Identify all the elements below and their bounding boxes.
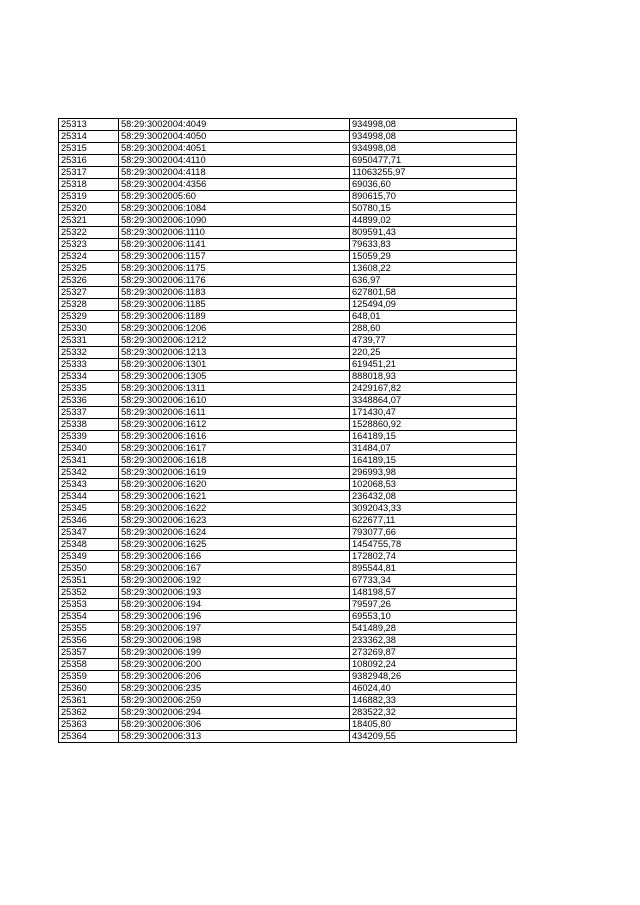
cadastral-number-cell: 58:29:3002006:1183 [119, 287, 350, 299]
row-number-cell: 25324 [59, 251, 119, 263]
row-number-cell: 25331 [59, 335, 119, 347]
value-cell: 171430,47 [350, 407, 517, 419]
value-cell: 46024,40 [350, 683, 517, 695]
table-row [59, 551, 517, 563]
cadastral-number-cell: 58:29:3002006:1175 [119, 263, 350, 275]
table-row [59, 383, 517, 395]
row-number-cell: 25361 [59, 695, 119, 707]
cadastral-number-cell: 58:29:3002006:1157 [119, 251, 350, 263]
row-number-cell: 25336 [59, 395, 119, 407]
row-number-cell: 25333 [59, 359, 119, 371]
value-cell: 890615,70 [350, 191, 517, 203]
row-number-cell: 25364 [59, 731, 119, 743]
row-number-cell: 25314 [59, 131, 119, 143]
table-row [59, 623, 517, 635]
row-number-cell: 25320 [59, 203, 119, 215]
cadastral-number-cell: 58:29:3002006:166 [119, 551, 350, 563]
cadastral-number-cell: 58:29:3002006:193 [119, 587, 350, 599]
table-row [59, 287, 517, 299]
cadastral-number-cell: 58:29:3002006:1617 [119, 443, 350, 455]
cadastral-number-cell: 58:29:3002006:192 [119, 575, 350, 587]
row-number-cell: 25352 [59, 587, 119, 599]
row-number-cell: 25346 [59, 515, 119, 527]
row-number-cell: 25350 [59, 563, 119, 575]
value-cell: 15059,29 [350, 251, 517, 263]
cadastral-number-cell: 58:29:3002006:1189 [119, 311, 350, 323]
table-row [59, 695, 517, 707]
data-table [58, 118, 517, 743]
value-cell: 79597,26 [350, 599, 517, 611]
table-row [59, 299, 517, 311]
value-cell: 164189,15 [350, 431, 517, 443]
table-row [59, 335, 517, 347]
value-cell: 3092043,33 [350, 503, 517, 515]
row-number-cell: 25338 [59, 419, 119, 431]
row-number-cell: 25348 [59, 539, 119, 551]
table-row [59, 587, 517, 599]
cadastral-number-cell: 58:29:3002006:306 [119, 719, 350, 731]
value-cell: 934998,08 [350, 143, 517, 155]
row-number-cell: 25321 [59, 215, 119, 227]
table-row [59, 311, 517, 323]
value-cell: 888018,93 [350, 371, 517, 383]
value-cell: 69036,60 [350, 179, 517, 191]
row-number-cell: 25339 [59, 431, 119, 443]
value-cell: 895544,81 [350, 563, 517, 575]
cadastral-number-cell: 58:29:3002006:1622 [119, 503, 350, 515]
row-number-cell: 25315 [59, 143, 119, 155]
cadastral-number-cell: 58:29:3002006:1611 [119, 407, 350, 419]
value-cell: 146882,33 [350, 695, 517, 707]
value-cell: 288,60 [350, 323, 517, 335]
value-cell: 44899,02 [350, 215, 517, 227]
value-cell: 2429167,82 [350, 383, 517, 395]
table-row [59, 359, 517, 371]
value-cell: 4739,77 [350, 335, 517, 347]
cadastral-number-cell: 58:29:3002006:1616 [119, 431, 350, 443]
row-number-cell: 25325 [59, 263, 119, 275]
cadastral-number-cell: 58:29:3002006:1311 [119, 383, 350, 395]
table-row [59, 371, 517, 383]
table-row [59, 479, 517, 491]
value-cell: 934998,08 [350, 119, 517, 131]
table-row [59, 119, 517, 131]
value-cell: 9382948,26 [350, 671, 517, 683]
row-number-cell: 25340 [59, 443, 119, 455]
cadastral-number-cell: 58:29:3002006:206 [119, 671, 350, 683]
table-row [59, 227, 517, 239]
cadastral-number-cell: 58:29:3002006:200 [119, 659, 350, 671]
value-cell: 108092,24 [350, 659, 517, 671]
value-cell: 1528860,92 [350, 419, 517, 431]
table-row [59, 575, 517, 587]
row-number-cell: 25316 [59, 155, 119, 167]
row-number-cell: 25344 [59, 491, 119, 503]
row-number-cell: 25317 [59, 167, 119, 179]
table-row [59, 431, 517, 443]
table-row [59, 599, 517, 611]
value-cell: 50780,15 [350, 203, 517, 215]
table-row [59, 419, 517, 431]
table-row [59, 707, 517, 719]
table-body [59, 119, 517, 743]
row-number-cell: 25327 [59, 287, 119, 299]
table-row [59, 611, 517, 623]
table-row [59, 731, 517, 743]
cadastral-number-cell: 58:29:3002006:313 [119, 731, 350, 743]
table-row [59, 443, 517, 455]
cadastral-number-cell: 58:29:3002006:1141 [119, 239, 350, 251]
row-number-cell: 25328 [59, 299, 119, 311]
value-cell: 69553,10 [350, 611, 517, 623]
cadastral-number-cell: 58:29:3002006:1185 [119, 299, 350, 311]
table-row [59, 515, 517, 527]
value-cell: 220,25 [350, 347, 517, 359]
value-cell: 13608,22 [350, 263, 517, 275]
row-number-cell: 25353 [59, 599, 119, 611]
table-row [59, 323, 517, 335]
value-cell: 236432,08 [350, 491, 517, 503]
row-number-cell: 25337 [59, 407, 119, 419]
value-cell: 648,01 [350, 311, 517, 323]
table-row [59, 143, 517, 155]
value-cell: 636,97 [350, 275, 517, 287]
row-number-cell: 25313 [59, 119, 119, 131]
row-number-cell: 25326 [59, 275, 119, 287]
cadastral-number-cell: 58:29:3002006:1301 [119, 359, 350, 371]
value-cell: 622677,11 [350, 515, 517, 527]
value-cell: 164189,15 [350, 455, 517, 467]
value-cell: 102068,53 [350, 479, 517, 491]
cadastral-number-cell: 58:29:3002006:1624 [119, 527, 350, 539]
value-cell: 619451,21 [350, 359, 517, 371]
row-number-cell: 25363 [59, 719, 119, 731]
cadastral-number-cell: 58:29:3002006:235 [119, 683, 350, 695]
value-cell: 6950477,71 [350, 155, 517, 167]
row-number-cell: 25360 [59, 683, 119, 695]
row-number-cell: 25322 [59, 227, 119, 239]
table-row [59, 395, 517, 407]
cadastral-number-cell: 58:29:3002006:1084 [119, 203, 350, 215]
row-number-cell: 25334 [59, 371, 119, 383]
cadastral-number-cell: 58:29:3002006:1305 [119, 371, 350, 383]
cadastral-number-cell: 58:29:3002006:196 [119, 611, 350, 623]
value-cell: 3348864,07 [350, 395, 517, 407]
cadastral-number-cell: 58:29:3002006:1090 [119, 215, 350, 227]
cadastral-number-cell: 58:29:3002004:4118 [119, 167, 350, 179]
value-cell: 296993,98 [350, 467, 517, 479]
row-number-cell: 25342 [59, 467, 119, 479]
cadastral-number-cell: 58:29:3002006:1620 [119, 479, 350, 491]
cadastral-number-cell: 58:29:3002004:4049 [119, 119, 350, 131]
cadastral-number-cell: 58:29:3002006:1623 [119, 515, 350, 527]
table-row [59, 131, 517, 143]
cadastral-number-cell: 58:29:3002006:1213 [119, 347, 350, 359]
table-row [59, 455, 517, 467]
table-row [59, 539, 517, 551]
value-cell: 434209,55 [350, 731, 517, 743]
value-cell: 31484,07 [350, 443, 517, 455]
cadastral-number-cell: 58:29:3002006:1206 [119, 323, 350, 335]
value-cell: 172802,74 [350, 551, 517, 563]
cadastral-number-cell: 58:29:3002006:294 [119, 707, 350, 719]
row-number-cell: 25355 [59, 623, 119, 635]
table-row [59, 659, 517, 671]
row-number-cell: 25358 [59, 659, 119, 671]
value-cell: 283522,32 [350, 707, 517, 719]
cadastral-number-cell: 58:29:3002004:4356 [119, 179, 350, 191]
cadastral-number-cell: 58:29:3002004:4050 [119, 131, 350, 143]
row-number-cell: 25345 [59, 503, 119, 515]
value-cell: 79633,83 [350, 239, 517, 251]
row-number-cell: 25330 [59, 323, 119, 335]
cadastral-number-cell: 58:29:3002006:259 [119, 695, 350, 707]
value-cell: 627801,58 [350, 287, 517, 299]
row-number-cell: 25323 [59, 239, 119, 251]
cadastral-number-cell: 58:29:3002006:194 [119, 599, 350, 611]
row-number-cell: 25329 [59, 311, 119, 323]
table-row [59, 671, 517, 683]
row-number-cell: 25359 [59, 671, 119, 683]
value-cell: 18405,80 [350, 719, 517, 731]
table-row [59, 407, 517, 419]
cadastral-number-cell: 58:29:3002006:199 [119, 647, 350, 659]
value-cell: 934998,08 [350, 131, 517, 143]
cadastral-number-cell: 58:29:3002006:1625 [119, 539, 350, 551]
value-cell: 809591,43 [350, 227, 517, 239]
cadastral-number-cell: 58:29:3002006:198 [119, 635, 350, 647]
row-number-cell: 25362 [59, 707, 119, 719]
table-row [59, 263, 517, 275]
table-row [59, 203, 517, 215]
row-number-cell: 25356 [59, 635, 119, 647]
table-row [59, 467, 517, 479]
row-number-cell: 25343 [59, 479, 119, 491]
row-number-cell: 25335 [59, 383, 119, 395]
row-number-cell: 25357 [59, 647, 119, 659]
table-row [59, 215, 517, 227]
table-row [59, 239, 517, 251]
cadastral-number-cell: 58:29:3002006:197 [119, 623, 350, 635]
row-number-cell: 25318 [59, 179, 119, 191]
cadastral-number-cell: 58:29:3002005:60 [119, 191, 350, 203]
value-cell: 67733,34 [350, 575, 517, 587]
row-number-cell: 25319 [59, 191, 119, 203]
table-row [59, 167, 517, 179]
table-row [59, 719, 517, 731]
table-row [59, 635, 517, 647]
table-row [59, 647, 517, 659]
table-row [59, 347, 517, 359]
cadastral-number-cell: 58:29:3002004:4110 [119, 155, 350, 167]
table-row [59, 563, 517, 575]
cadastral-number-cell: 58:29:3002006:1619 [119, 467, 350, 479]
cadastral-number-cell: 58:29:3002006:1610 [119, 395, 350, 407]
cadastral-number-cell: 58:29:3002006:1176 [119, 275, 350, 287]
value-cell: 273269,87 [350, 647, 517, 659]
row-number-cell: 25332 [59, 347, 119, 359]
row-number-cell: 25351 [59, 575, 119, 587]
table-row [59, 527, 517, 539]
table-row [59, 683, 517, 695]
value-cell: 233362,38 [350, 635, 517, 647]
cadastral-number-cell: 58:29:3002006:1212 [119, 335, 350, 347]
table-row [59, 491, 517, 503]
value-cell: 125494,09 [350, 299, 517, 311]
row-number-cell: 25349 [59, 551, 119, 563]
table-row [59, 503, 517, 515]
value-cell: 148198,57 [350, 587, 517, 599]
table-row [59, 179, 517, 191]
value-cell: 793077,66 [350, 527, 517, 539]
value-cell: 541489,28 [350, 623, 517, 635]
table-row [59, 275, 517, 287]
cadastral-number-cell: 58:29:3002006:1110 [119, 227, 350, 239]
cadastral-number-cell: 58:29:3002006:167 [119, 563, 350, 575]
cadastral-number-cell: 58:29:3002006:1618 [119, 455, 350, 467]
value-cell: 1454755,78 [350, 539, 517, 551]
cadastral-number-cell: 58:29:3002004:4051 [119, 143, 350, 155]
cadastral-number-cell: 58:29:3002006:1612 [119, 419, 350, 431]
table-row [59, 155, 517, 167]
cadastral-number-cell: 58:29:3002006:1621 [119, 491, 350, 503]
row-number-cell: 25354 [59, 611, 119, 623]
row-number-cell: 25341 [59, 455, 119, 467]
row-number-cell: 25347 [59, 527, 119, 539]
table-row [59, 251, 517, 263]
value-cell: 11063255,97 [350, 167, 517, 179]
table-row [59, 191, 517, 203]
